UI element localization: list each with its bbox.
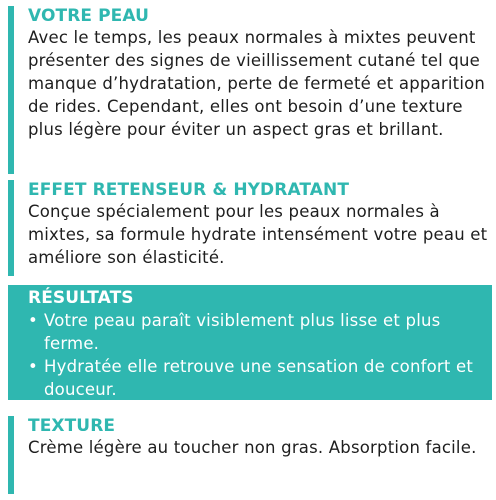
- section-title-votre-peau: VOTRE PEAU: [28, 6, 150, 26]
- bullet-icon: •: [28, 311, 38, 330]
- section-texture: [8, 416, 492, 494]
- bullet-text: Votre peau paraît visiblement plus lisse et plus ferme.: [44, 311, 441, 353]
- section-body-effet-retenseur: Conçue spécialement pour les peaux normales à mixtes, sa formule hydrate intensément votre peau et améliore son élasticité.: [28, 202, 488, 267]
- section-body-votre-peau: Avec le temps, les peaux normales à mixtes peuvent présenter des signes de vieillissement cutané tel que manque d’hydratation, perte de fermeté et apparition de rides. Cependant, elles ont besoin d’une texture plus légère pour éviter un aspect gras et brillant.: [28, 28, 486, 139]
- section-title-resultats: RÉSULTATS: [28, 288, 134, 308]
- section-effet-retenseur: [8, 180, 492, 276]
- section-resultats: [8, 285, 492, 400]
- bullet-text: Hydratée elle retrouve une sensation de confort et douceur.: [44, 357, 474, 399]
- section-title-effet-retenseur: EFFET RETENSEUR & HYDRATANT: [28, 180, 350, 200]
- section-votre-peau: [8, 6, 492, 174]
- list-item: [28, 355, 492, 401]
- bullet-icon: •: [28, 357, 38, 376]
- section-title-texture: TEXTURE: [28, 416, 116, 436]
- list-item: [28, 309, 492, 355]
- resultats-list: [28, 309, 492, 401]
- section-body-texture: Crème légère au toucher non gras. Absorption facile.: [28, 438, 477, 457]
